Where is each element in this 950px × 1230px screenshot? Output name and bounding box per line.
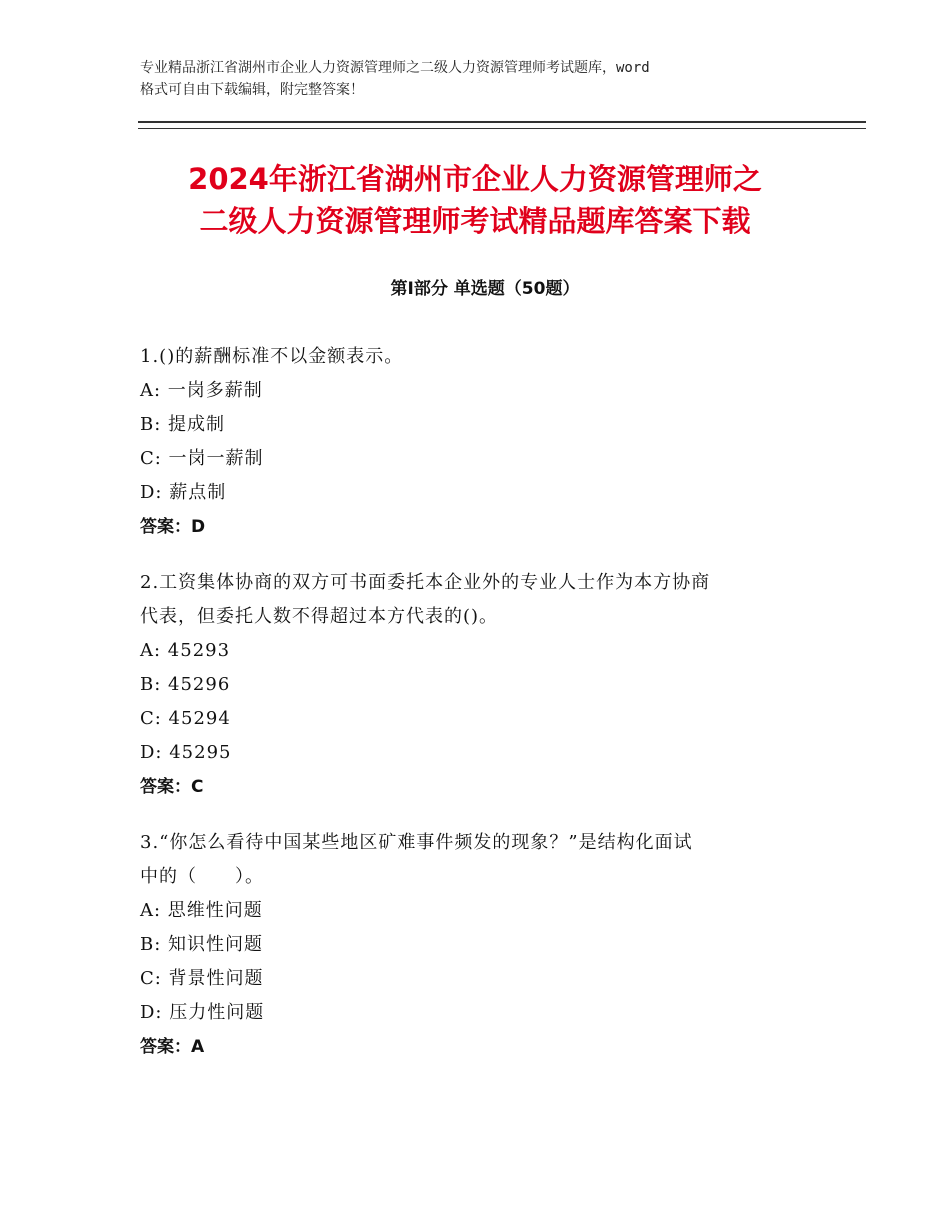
option-b: B: 知识性问题	[140, 934, 264, 955]
answer: 答案：A	[140, 1037, 205, 1057]
title-line-2: 二级人力资源管理师考试精品题库答案下载	[199, 204, 751, 238]
question-list	[140, 340, 800, 1086]
header-divider	[138, 121, 866, 129]
answer: 答案：C	[140, 777, 204, 797]
section-title: 第Ⅰ部分 单选题（50题）	[390, 279, 580, 299]
option-d: D: 压力性问题	[140, 1002, 265, 1023]
option-b: B: 提成制	[140, 414, 226, 435]
option-d: D: 45295	[140, 742, 232, 763]
option-c: C: 背景性问题	[140, 968, 264, 989]
question-stem: 3.“你怎么看待中国某些地区矿难事件频发的现象？”是结构化面试	[140, 832, 693, 853]
question-stem-continued: 代表，但委托人数不得超过本方代表的()。	[140, 606, 499, 627]
question-1	[140, 340, 800, 544]
question-stem: 1.()的薪酬标准不以金额表示。	[140, 346, 404, 367]
question-3	[140, 826, 800, 1064]
option-b: B: 45296	[140, 674, 231, 695]
question-2	[140, 566, 800, 804]
option-a: A: 思维性问题	[140, 900, 263, 921]
option-a: A: 45293	[140, 640, 231, 661]
option-a: A: 一岗多薪制	[140, 380, 263, 401]
option-c: C: 45294	[140, 708, 231, 729]
page-header	[140, 57, 830, 101]
option-c: C: 一岗一薪制	[140, 448, 264, 469]
title-line-1: 2024年浙江省湖州市企业人力资源管理师之	[188, 162, 762, 196]
answer: 答案：D	[140, 517, 206, 537]
question-stem-continued: 中的（ ）。	[140, 866, 264, 887]
question-stem: 2.工资集体协商的双方可书面委托本企业外的专业人士作为本方协商	[140, 572, 711, 593]
document-title	[120, 158, 830, 242]
option-d: D: 薪点制	[140, 482, 227, 503]
header-line-1: 专业精品浙江省湖州市企业人力资源管理师之二级人力资源管理师考试题库，word	[140, 60, 650, 76]
header-line-2: 格式可自由下载编辑，附完整答案！	[140, 82, 364, 98]
